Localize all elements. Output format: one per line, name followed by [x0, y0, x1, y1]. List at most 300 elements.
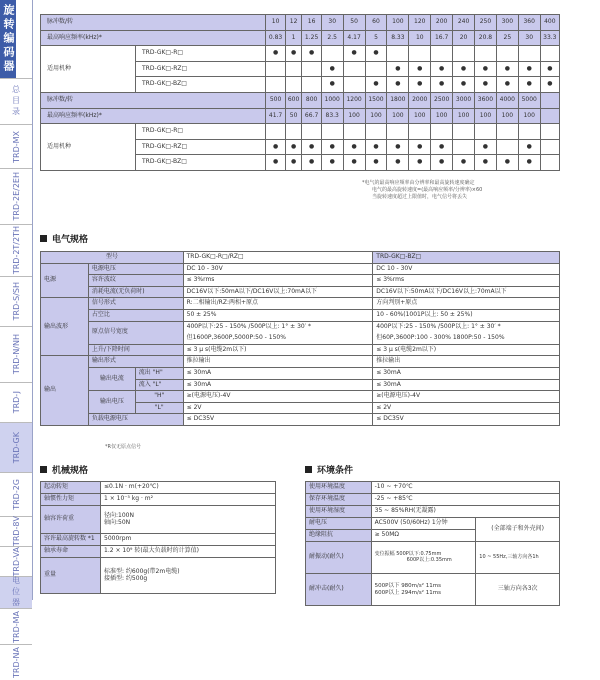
empty-cell: [540, 155, 559, 171]
spec-value: [101, 534, 276, 546]
table-row: [41, 414, 560, 426]
empty-cell: [343, 124, 365, 140]
pulse-cell: 4000: [496, 92, 518, 108]
pulse-cell: 800: [302, 92, 321, 108]
supported-dot-icon: ●: [409, 155, 431, 171]
empty-cell: [343, 61, 365, 77]
frequency-cell: [540, 108, 559, 124]
supported-dot-icon: ●: [321, 155, 343, 171]
table-cell: 但1600P,3600P,5000P:50 - 150%: [183, 333, 373, 345]
table-row: [41, 252, 560, 264]
frequency-cell: 100: [474, 108, 496, 124]
pulse-cell: 400: [540, 15, 559, 31]
table-row: [41, 298, 560, 310]
spec-value-line: 5000rpm: [104, 535, 132, 543]
supported-dot-icon: ●: [285, 46, 302, 62]
empty-cell: [365, 124, 387, 140]
supported-dot-icon: ●: [365, 46, 387, 62]
frequency-cell: 20.8: [474, 30, 496, 46]
table-cell: 400P以下:25 - 150% /500P以上: 1° ± 30′ *: [373, 321, 560, 333]
frequency-cell: 66.7: [302, 108, 321, 124]
supported-dot-icon: ●: [496, 61, 518, 77]
model-name: TRD-GK□-R□: [136, 124, 266, 140]
table-cell: 10 - 60%(1001P以上: 50 ± 25%): [373, 309, 560, 321]
spec-value: [101, 506, 276, 534]
table-cell: 流入 "L": [135, 379, 183, 391]
empty-cell: [474, 124, 496, 140]
pulse-cell: 120: [409, 15, 431, 31]
sidebar-tab-label: TRD-J: [11, 391, 21, 414]
table-cell: 原点信号宽度: [88, 321, 183, 344]
empty-cell: [285, 61, 302, 77]
empty-cell: [453, 124, 475, 140]
supported-dot-icon: ●: [343, 155, 365, 171]
supported-dot-icon: ●: [343, 139, 365, 155]
table-row: [306, 482, 560, 494]
empty-cell: [387, 124, 409, 140]
empty-cell: [496, 124, 518, 140]
pulse-cell: 50: [343, 15, 365, 31]
supported-dot-icon: ●: [285, 155, 302, 171]
model-row: [41, 46, 560, 62]
mechanical-row: [41, 534, 276, 546]
electrical-footnote: *R仅无原点信号: [105, 444, 141, 450]
brand-label: 旋转编码器: [0, 0, 16, 78]
sidebar-tab-trd-s-sh[interactable]: [0, 276, 32, 326]
empty-cell: [409, 124, 431, 140]
table-cell: 绝缘阻抗: [306, 530, 372, 542]
frequency-cell: 10: [409, 30, 431, 46]
sidebar-tab-trd-n-nh[interactable]: [0, 326, 32, 382]
frequency-cell: 100: [453, 108, 475, 124]
pulse-cell: 360: [518, 15, 540, 31]
table-cell: 35 ~ 85%RH(无凝露): [371, 506, 559, 518]
pulse-cell: 240: [453, 15, 475, 31]
sidebar-tab-trd-gk[interactable]: [0, 422, 32, 472]
table-cell: 使用环境湿度: [306, 506, 372, 518]
empty-cell: [365, 61, 387, 77]
resolution-table: [40, 14, 560, 171]
pulse-cell: 30: [321, 15, 343, 31]
supported-dot-icon: ●: [321, 77, 343, 93]
table-row: [41, 275, 560, 287]
table-row: [41, 309, 560, 321]
supported-dot-icon: ●: [302, 46, 321, 62]
table-row: [306, 542, 560, 574]
table-cell: "L": [135, 402, 183, 414]
table-cell: ≥(电源电压)-4V: [373, 391, 560, 403]
row-label: 脉冲数/转: [41, 15, 266, 31]
empty-cell: [321, 46, 343, 62]
table-cell: 输出电流: [88, 367, 135, 390]
table-cell: 输出波形: [41, 298, 89, 356]
supported-dot-icon: ●: [321, 139, 343, 155]
frequency-cell: 100: [496, 108, 518, 124]
pulse-cell: 600: [285, 92, 302, 108]
table-cell: 耐冲击(耐久): [306, 574, 372, 606]
table-row: [41, 321, 560, 333]
frequency-cell: 83.3: [321, 108, 343, 124]
model-name: TRD-GK□-BZ□: [136, 77, 266, 93]
table-cell: 方向判别+原点: [373, 298, 560, 310]
frequency-cell: 30: [518, 30, 540, 46]
spec-label: 轴容许荷重: [41, 506, 101, 534]
empty-cell: [518, 46, 540, 62]
supported-dot-icon: ●: [518, 139, 540, 155]
pulse-cell: 60: [365, 15, 387, 31]
row-label: 脉冲数/转: [41, 92, 266, 108]
spec-value-line: ≤0.1N · m(+20℃): [104, 483, 159, 491]
supported-dot-icon: ●: [431, 61, 453, 77]
sidebar-tab-trd-na[interactable]: [0, 644, 32, 680]
model-name: TRD-GK□-RZ□: [136, 61, 266, 77]
table-cell: DC16V以下:50mA以下/DC16V以上:70mA以下: [373, 286, 560, 298]
supported-dot-icon: ●: [474, 155, 496, 171]
supported-dot-icon: ●: [540, 61, 559, 77]
table-cell: 推拉输出: [183, 356, 373, 368]
table-cell: DC16V以下:50mA以下/DC16V以上:70mA以下: [183, 286, 373, 298]
pulse-cell: 3000: [453, 92, 475, 108]
max-frequency-row: [41, 108, 560, 124]
table-cell: ≤ 2V: [183, 402, 373, 414]
frequency-cell: 1: [285, 30, 302, 46]
spec-value: [101, 558, 276, 594]
mechanical-heading: 机械规格: [40, 463, 88, 476]
spec-value-line: 径向:100N: [104, 511, 134, 519]
sidebar-tab-trd-2t-2th[interactable]: [0, 224, 32, 276]
table-row: [41, 344, 560, 356]
supported-dot-icon: ●: [365, 77, 387, 93]
table-cell: -25 ~ +85℃: [371, 494, 559, 506]
mechanical-row: [41, 558, 276, 594]
frequency-cell: 100: [431, 108, 453, 124]
sidebar-tab-label: TRD-N/NH: [11, 334, 21, 375]
supported-dot-icon: ●: [518, 77, 540, 93]
sidebar-tab-label: TRD-VA: [11, 546, 21, 577]
sidebar-tab-trd-mx[interactable]: [0, 124, 32, 168]
frequency-cell: 16.7: [431, 30, 453, 46]
table-cell: ≤ DC35V: [183, 414, 373, 426]
empty-cell: [302, 124, 321, 140]
row-label: 最高响应频率(kHz)*: [41, 108, 266, 124]
table-row: [41, 263, 560, 275]
frequency-cell: 100: [518, 108, 540, 124]
sidebar-tab-label: 总目录: [11, 85, 21, 118]
empty-cell: [496, 46, 518, 62]
frequency-cell: 8.33: [387, 30, 409, 46]
table-cell: 电源: [41, 263, 89, 298]
empty-cell: [431, 46, 453, 62]
table-row: [306, 506, 560, 518]
pulse-cell: [540, 92, 559, 108]
model-name: TRD-GK□-R□: [136, 46, 266, 62]
supported-dot-icon: ●: [409, 139, 431, 155]
frequency-cell: 5: [365, 30, 387, 46]
table-cell: 耐振动(耐久): [306, 542, 372, 574]
table-cell: ≤ DC35V: [373, 414, 560, 426]
empty-cell: [285, 77, 302, 93]
frequency-cell: 100: [343, 108, 365, 124]
spec-value: [101, 494, 276, 506]
table-row: [41, 356, 560, 368]
empty-cell: [321, 124, 343, 140]
sidebar-tab-trd-ma[interactable]: [0, 608, 32, 644]
table-cell: 使用环境温度: [306, 482, 372, 494]
table-cell: 10 ~ 55Hz,三轴方向各1h: [476, 542, 560, 574]
frequency-cell: 0.83: [266, 30, 285, 46]
pulse-cell: 1500: [365, 92, 387, 108]
table-cell: 400P以下:25 - 150% /500P以上: 1° ± 30′ *: [183, 321, 373, 333]
table-cell: 容许波纹: [88, 275, 183, 287]
frequency-cell: 100: [365, 108, 387, 124]
sidebar-tab-trd-2g[interactable]: [0, 472, 32, 516]
electrical-heading: 电气规格: [40, 232, 88, 245]
table-cell: ≤ 30mA: [373, 379, 560, 391]
supported-dot-icon: ●: [409, 77, 431, 93]
pulse-cell: 1200: [343, 92, 365, 108]
supported-dot-icon: ●: [302, 155, 321, 171]
mechanical-row: [41, 506, 276, 534]
empty-cell: [540, 46, 559, 62]
supported-dot-icon: ●: [387, 61, 409, 77]
supported-dot-icon: ●: [453, 77, 475, 93]
table-cell: 电源电压: [88, 263, 183, 275]
spec-value-line: 接插型: 约500g: [104, 574, 148, 582]
supported-dot-icon: ●: [540, 77, 559, 93]
table-row: [306, 518, 560, 530]
table-cell: ≤ 30mA: [183, 379, 373, 391]
row-label: 最高响应频率(kHz)*: [41, 30, 266, 46]
sidebar-tab-label: TRD-2G: [11, 479, 21, 510]
table-cell: 输出电压: [88, 391, 135, 414]
spec-label: 轴惯性力矩: [41, 494, 101, 506]
sidebar-tab-label: TRD-MA: [11, 610, 21, 643]
frequency-cell: 25: [496, 30, 518, 46]
resolution-notes: [362, 180, 482, 200]
table-cell: 变位振幅 500P以下:0.75mm 600P以上:0.35mm: [371, 542, 476, 574]
sidebar-tab-label: TRD-S/SH: [11, 282, 21, 321]
table-cell: 三轴方向各3次: [476, 574, 560, 606]
note-line: 当旋转速度超过上限值时，电气信号将丢失: [372, 193, 468, 200]
table-cell: ≤ 30mA: [373, 367, 560, 379]
table-cell: 消耗电流(无负荷时): [88, 286, 183, 298]
table-cell: ≤ 3 μ s(电缆2m以下): [183, 344, 373, 356]
spec-value-line: 轴向:50N: [104, 518, 131, 526]
table-cell: ≤ 3%rms: [373, 275, 560, 287]
supported-dot-icon: ●: [266, 155, 285, 171]
max-frequency-row: [41, 30, 560, 46]
spec-label: 起动转矩: [41, 482, 101, 494]
frequency-cell: 100: [387, 108, 409, 124]
table-cell: 信号形式: [88, 298, 183, 310]
supported-dot-icon: ●: [496, 77, 518, 93]
table-row: [306, 574, 560, 606]
model-row: [41, 124, 560, 140]
sidebar-tab-label: TRD-NA: [11, 647, 21, 678]
empty-cell: [453, 46, 475, 62]
supported-dot-icon: ●: [321, 61, 343, 77]
table-cell: 占空比: [88, 309, 183, 321]
pulse-count-row: [41, 15, 560, 31]
empty-cell: [496, 139, 518, 155]
sidebar-tab-label: TRD-8V: [11, 516, 21, 547]
table-cell: ≥ 50MΩ: [371, 530, 476, 542]
frequency-cell: 1.25: [302, 30, 321, 46]
sidebar-tab-label: TRD-MX: [11, 130, 21, 163]
note-line: *电气的最高响应频率由分辨率和最高旋转速度确定: [362, 180, 475, 186]
table-cell: TRD-GK□-R□/RZ□: [183, 252, 373, 264]
sidebar-tab-label: 电位器: [11, 576, 21, 609]
sidebar-tab-label: TRD-GK: [11, 431, 21, 464]
supported-dot-icon: ●: [285, 139, 302, 155]
pulse-cell: 250: [474, 15, 496, 31]
frequency-cell: 4.17: [343, 30, 365, 46]
empty-cell: [518, 124, 540, 140]
mechanical-row: [41, 546, 276, 558]
table-cell: 保存环境温度: [306, 494, 372, 506]
spec-value: [101, 482, 276, 494]
empty-cell: [474, 46, 496, 62]
empty-cell: [285, 124, 302, 140]
pulse-cell: 12: [285, 15, 302, 31]
empty-cell: [540, 139, 559, 155]
supported-dot-icon: ●: [518, 61, 540, 77]
empty-cell: [302, 77, 321, 93]
spec-value-line: 标准型: 约600g(带2m电缆): [104, 567, 180, 575]
table-cell: 耐电压: [306, 518, 372, 530]
supported-dot-icon: ●: [453, 155, 475, 171]
table-cell: ≤ 30mA: [183, 367, 373, 379]
supported-dot-icon: ●: [387, 155, 409, 171]
spec-label: 重量: [41, 558, 101, 594]
table-cell: 输出: [41, 356, 89, 426]
pulse-count-row: [41, 92, 560, 108]
mechanical-row: [41, 494, 276, 506]
table-cell: ≤ 3 μ s(电缆2m以下): [373, 344, 560, 356]
environment-heading: 环境条件: [305, 463, 353, 476]
empty-cell: [431, 124, 453, 140]
frequency-cell: 50: [285, 108, 302, 124]
pulse-cell: 10: [266, 15, 285, 31]
supported-dot-icon: ●: [431, 77, 453, 93]
pulse-cell: 3600: [474, 92, 496, 108]
frequency-cell: 100: [409, 108, 431, 124]
supported-dot-icon: ●: [343, 46, 365, 62]
sidebar-tab-trd-va[interactable]: [0, 546, 32, 576]
table-cell: 50 ± 25%: [183, 309, 373, 321]
spec-label: 容许最高旋转数 *1: [41, 534, 101, 546]
spec-value-line: 1 × 10⁻⁵ kg · m²: [104, 495, 154, 503]
table-cell: TRD-GK□-BZ□: [373, 252, 560, 264]
supported-dot-icon: ●: [431, 155, 453, 171]
supported-dot-icon: ●: [409, 61, 431, 77]
sidebar-tab-label: TRD-2E/2EH: [11, 172, 21, 221]
frequency-cell: 41.7: [266, 108, 285, 124]
table-cell: DC 10 - 30V: [183, 263, 373, 275]
environment-table: [305, 481, 560, 606]
empty-cell: [302, 61, 321, 77]
table-cell: R:二相输出/RZ:两相+原点: [183, 298, 373, 310]
supported-dot-icon: ●: [266, 46, 285, 62]
supported-dot-icon: ●: [365, 139, 387, 155]
sidebar-tab-trd-2e-2eh[interactable]: [0, 168, 32, 224]
spec-value: [101, 546, 276, 558]
note-line: 电气的最高旋转速度=(最高响应频率/分辨率)×60: [372, 186, 483, 193]
table-cell: -10 ~ +70℃: [371, 482, 559, 494]
empty-cell: [409, 46, 431, 62]
table-cell: 负载电源电压: [88, 414, 183, 426]
supported-dot-icon: ●: [474, 61, 496, 77]
table-cell: 推拉输出: [373, 356, 560, 368]
sidebar-tab-trd-j[interactable]: [0, 382, 32, 422]
supported-dot-icon: ●: [431, 139, 453, 155]
spec-value-line: 1.2 × 10⁹ 转(最大负载时的计算值): [104, 547, 200, 555]
pulse-cell: 2500: [431, 92, 453, 108]
supported-dot-icon: ●: [365, 155, 387, 171]
table-cell: 流出 "H": [135, 367, 183, 379]
sidebar-tab-label: TRD-2T/2TH: [11, 226, 21, 275]
empty-cell: [540, 124, 559, 140]
mechanical-row: [41, 482, 276, 494]
model-name: TRD-GK□-RZ□: [136, 139, 266, 155]
models-label: 适用机种: [41, 124, 136, 171]
sidebar-tab--[interactable]: [0, 78, 32, 124]
table-cell: 型号: [41, 252, 184, 264]
table-row: [41, 391, 560, 403]
models-label: 适用机种: [41, 46, 136, 93]
supported-dot-icon: ●: [302, 139, 321, 155]
electrical-table: [40, 251, 560, 426]
mechanical-table: [40, 481, 276, 594]
frequency-cell: 2.5: [321, 30, 343, 46]
table-cell: 但60P,3600P:100 - 300% 1800P:50 - 150%: [373, 333, 560, 345]
pulse-cell: 2000: [409, 92, 431, 108]
supported-dot-icon: ●: [387, 139, 409, 155]
table-cell: 500P以下 980m/s² 11ms 600P以上 294m/s² 11ms: [371, 574, 476, 606]
model-name: TRD-GK□-BZ□: [136, 155, 266, 171]
empty-cell: [266, 77, 285, 93]
frequency-cell: 33.3: [540, 30, 559, 46]
table-cell: "H": [135, 391, 183, 403]
sidebar-tab--[interactable]: [0, 576, 32, 608]
pulse-cell: 16: [302, 15, 321, 31]
table-cell: DC 10 - 30V: [373, 263, 560, 275]
pulse-cell: 500: [266, 92, 285, 108]
table-row: [41, 367, 560, 379]
supported-dot-icon: ●: [518, 155, 540, 171]
empty-cell: [453, 139, 475, 155]
frequency-cell: 20: [453, 30, 475, 46]
spec-label: 轴承寿命: [41, 546, 101, 558]
empty-cell: [266, 124, 285, 140]
table-cell: 输出形式: [88, 356, 183, 368]
pulse-cell: 1000: [321, 92, 343, 108]
empty-cell: [387, 46, 409, 62]
sidebar-tab-trd-8v[interactable]: [0, 516, 32, 546]
supported-dot-icon: ●: [474, 139, 496, 155]
table-cell: AC500V (50/60Hz) 1分钟: [371, 518, 476, 530]
table-cell: 上升/下降时间: [88, 344, 183, 356]
table-row: [306, 494, 560, 506]
supported-dot-icon: ●: [453, 61, 475, 77]
pulse-cell: 1800: [387, 92, 409, 108]
pulse-cell: 300: [496, 15, 518, 31]
pulse-cell: 100: [387, 15, 409, 31]
empty-cell: [343, 77, 365, 93]
empty-cell: [266, 61, 285, 77]
supported-dot-icon: ●: [266, 139, 285, 155]
table-row: [41, 286, 560, 298]
